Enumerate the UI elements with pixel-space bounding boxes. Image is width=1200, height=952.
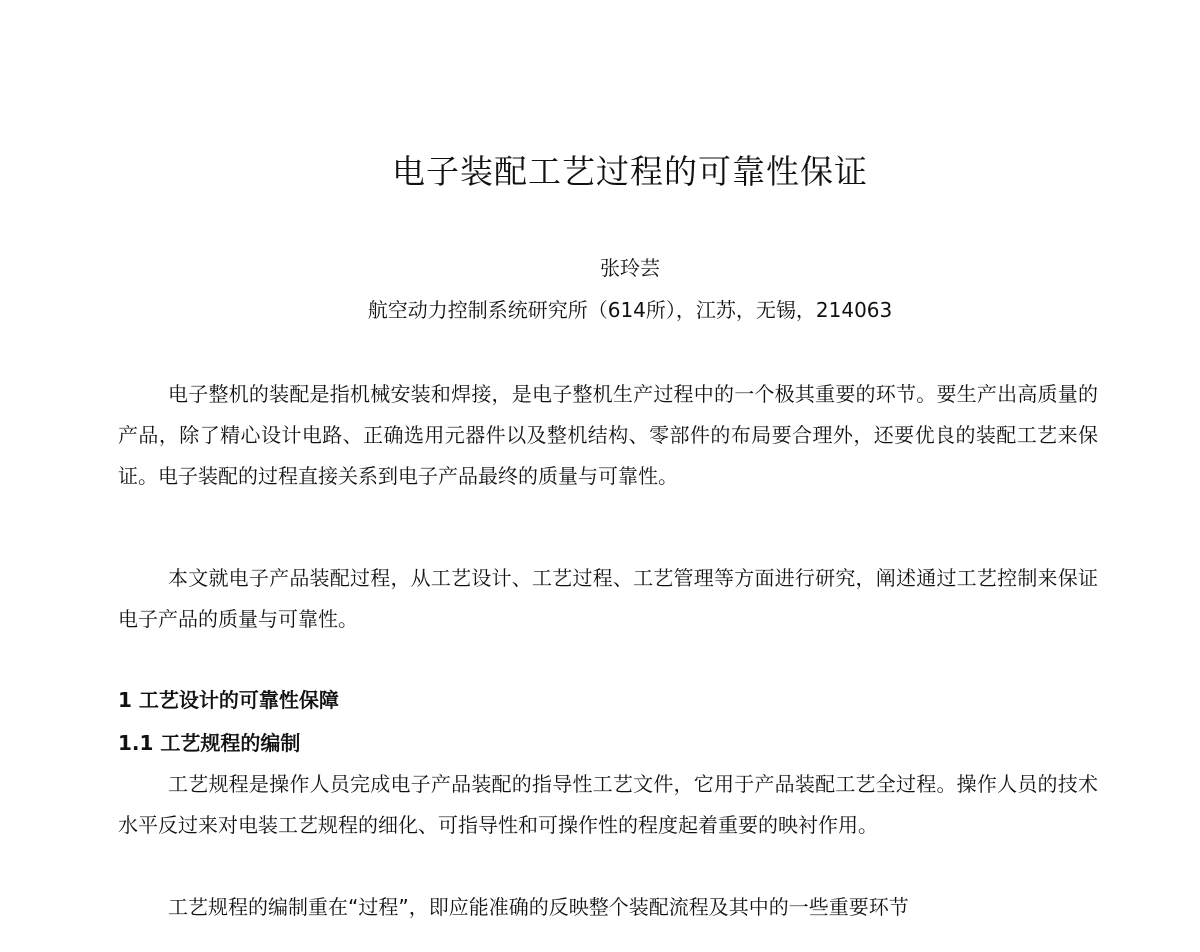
section-1-1-paragraph-2: 工艺规程的编制重在“过程”，即应能准确的反映整个装配流程及其中的一些重要环节: [168, 895, 909, 919]
intro-paragraph-1: 电子整机的装配是指机械安装和焊接，是电子整机生产过程中的一个极其重要的环节。要生产出高质量的产品，除了精心设计电路、正确选用元器件以及整机结构、零部件的布局要合理外，还要优良的装配工艺来保证。电子装配的过程直接关系到电子产品最终的质量与可靠性。: [118, 382, 1098, 488]
paper-title: 电子装配工艺过程的可靠性保证: [392, 152, 868, 191]
author-affiliation: 航空动力控制系统研究所（614所），江苏，无锡，214063: [367, 298, 893, 322]
author-name: 张玲芸: [600, 256, 660, 280]
section-1-1-paragraph-1: 工艺规程是操作人员完成电子产品装配的指导性工艺文件，它用于产品装配工艺全过程。操作人员的技术水平反过来对电装工艺规程的细化、可指导性和可操作性的程度起着重要的映衬作用。: [118, 772, 1098, 837]
intro-paragraph-2: 本文就电子产品装配过程，从工艺设计、工艺过程、工艺管理等方面进行研究，阐述通过工艺控制来保证电子产品的质量与可靠性。: [118, 566, 1098, 631]
section-heading-1: 1 工艺设计的可靠性保障: [118, 688, 339, 712]
section-heading-1-1: 1.1 工艺规程的编制: [118, 731, 301, 755]
